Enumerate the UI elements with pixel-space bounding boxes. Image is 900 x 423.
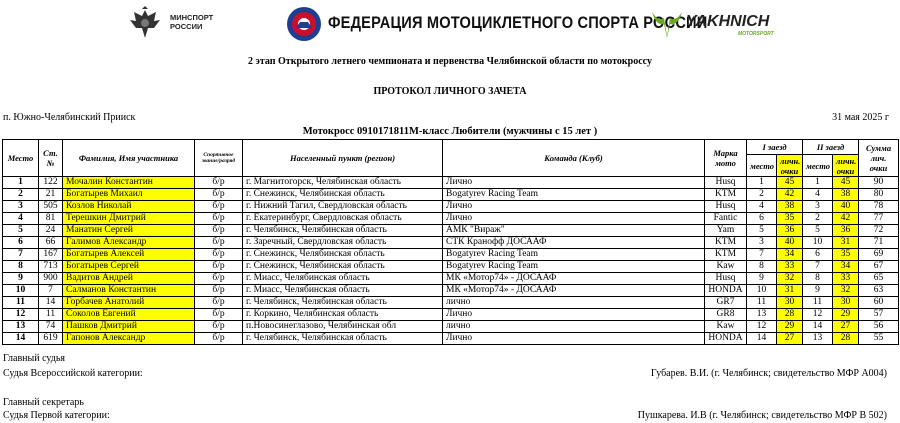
race1-pos-cell: 2 (747, 189, 777, 201)
judge-title: Главный судья (3, 353, 66, 364)
place-cell: 9 (3, 273, 39, 285)
number-cell: 11 (39, 309, 63, 321)
race2-points-cell: 45 (833, 177, 859, 189)
table-row (3, 213, 899, 225)
team-cell: Лично (443, 309, 705, 321)
race2-points-cell: 27 (833, 321, 859, 333)
city-cell: г. Заречный, Свердловская область (243, 237, 443, 249)
moto-cell: KTM (705, 189, 747, 201)
team-cell: МК «Мотор74» - ДОСААФ (443, 273, 705, 285)
event-place: п. Южно-Челябинский Прииск (3, 112, 136, 123)
team-cell: лично (443, 297, 705, 309)
city-cell: г. Снежинск, Челябинская область (243, 261, 443, 273)
rank-cell: б/р (195, 177, 243, 189)
header-race1: I заезд (747, 140, 803, 155)
place-cell: 2 (3, 189, 39, 201)
header-sum: Сумма лич. очки (859, 140, 899, 177)
city-cell: г. Снежинск, Челябинская область (243, 249, 443, 261)
number-cell: 900 (39, 273, 63, 285)
race1-pos-cell: 9 (747, 273, 777, 285)
place-cell: 12 (3, 309, 39, 321)
race2-pos-cell: 11 (803, 297, 833, 309)
place-cell: 1 (3, 177, 39, 189)
header-rank: Спортивное звание/разряд (195, 140, 243, 177)
team-cell: Лично (443, 201, 705, 213)
race1-points-cell: 42 (777, 189, 803, 201)
event-date: 31 мая 2025 г (832, 112, 889, 123)
header-race2-pos: место (803, 155, 833, 177)
race1-pos-cell: 8 (747, 261, 777, 273)
moto-cell: Husq (705, 177, 747, 189)
race2-pos-cell: 1 (803, 177, 833, 189)
name-cell: Вадитов Андрей (63, 273, 195, 285)
rank-cell: б/р (195, 285, 243, 297)
russian-eagle-emblem-icon (128, 6, 162, 42)
name-cell: Салманов Константин (63, 285, 195, 297)
place-cell: 3 (3, 201, 39, 213)
place-cell: 14 (3, 333, 39, 345)
rank-cell: б/р (195, 201, 243, 213)
race1-points-cell: 36 (777, 225, 803, 237)
sum-cell: 65 (859, 273, 899, 285)
name-cell: Богатырев Алексей (63, 249, 195, 261)
table-row (3, 189, 899, 201)
race1-pos-cell: 4 (747, 201, 777, 213)
race2-pos-cell: 2 (803, 213, 833, 225)
race2-points-cell: 40 (833, 201, 859, 213)
place-cell: 11 (3, 297, 39, 309)
race2-pos-cell: 5 (803, 225, 833, 237)
moto-cell: KTM (705, 249, 747, 261)
header-place: Место (3, 140, 39, 177)
name-cell: Галимов Александр (63, 237, 195, 249)
federation-logo-icon (286, 6, 322, 42)
rank-cell: б/р (195, 225, 243, 237)
sum-cell: 55 (859, 333, 899, 345)
place-cell: 7 (3, 249, 39, 261)
moto-cell: HONDA (705, 333, 747, 345)
place-cell: 5 (3, 225, 39, 237)
header-race2-pts: личн. очки (833, 155, 859, 177)
rank-cell: б/р (195, 333, 243, 345)
name-cell: Пашков Дмитрий (63, 321, 195, 333)
table-row (3, 249, 899, 261)
name-cell: Манатин Сергей (63, 225, 195, 237)
table-row (3, 237, 899, 249)
table-row (3, 285, 899, 297)
team-cell: Лично (443, 177, 705, 189)
city-cell: г. Екатеринбург, Свердловская область (243, 213, 443, 225)
number-cell: 24 (39, 225, 63, 237)
table-row (3, 225, 899, 237)
race2-pos-cell: 4 (803, 189, 833, 201)
race2-pos-cell: 10 (803, 237, 833, 249)
header-city: Населенный пункт (регион) (243, 140, 443, 177)
moto-cell: GR8 (705, 309, 747, 321)
race1-pos-cell: 10 (747, 285, 777, 297)
sum-cell: 90 (859, 177, 899, 189)
header-team: Команда (Клуб) (443, 140, 705, 177)
number-cell: 713 (39, 261, 63, 273)
city-cell: г. Челябинск, Челябинская область (243, 225, 443, 237)
number-cell: 619 (39, 333, 63, 345)
rank-cell: б/р (195, 273, 243, 285)
header-num: Ст. № (39, 140, 63, 177)
sum-cell: 60 (859, 297, 899, 309)
rank-cell: б/р (195, 237, 243, 249)
city-cell: г. Миасс, Челябинская область (243, 285, 443, 297)
header-name: Фамилия, Имя участника (63, 140, 195, 177)
number-cell: 167 (39, 249, 63, 261)
race1-points-cell: 27 (777, 333, 803, 345)
moto-cell: KTM (705, 237, 747, 249)
federation-title: ФЕДЕРАЦИЯ МОТОЦИКЛЕТНОГО СПОРТА РОССИИ (328, 13, 708, 32)
race1-points-cell: 35 (777, 213, 803, 225)
place-cell: 6 (3, 237, 39, 249)
team-cell: Bogatyrev Racing Team (443, 261, 705, 273)
race1-points-cell: 28 (777, 309, 803, 321)
number-cell: 505 (39, 201, 63, 213)
number-cell: 7 (39, 285, 63, 297)
name-cell: Богатырев Сергей (63, 261, 195, 273)
rank-cell: б/р (195, 309, 243, 321)
yakhnich-bull-logo-icon (650, 8, 684, 40)
header-race2: II заезд (803, 140, 859, 155)
moto-cell: HONDA (705, 285, 747, 297)
event-title: 2 этап Открытого летнего чемпионата и первенства Челябинской области по мотокроссу (248, 56, 652, 67)
race1-points-cell: 32 (777, 273, 803, 285)
moto-cell: Husq (705, 201, 747, 213)
place-cell: 13 (3, 321, 39, 333)
race2-points-cell: 31 (833, 237, 859, 249)
judge-name: Губарев. В.И. (г. Челябинск; свидетельство МФР А004) (650, 368, 887, 379)
sum-cell: 57 (859, 309, 899, 321)
race2-points-cell: 34 (833, 261, 859, 273)
moto-cell: Yam (705, 225, 747, 237)
name-cell: Соколов Евгений (63, 309, 195, 321)
secretary-name: Пушкарева. И.В (г. Челябинск; свидетельство МФР В 502) (637, 410, 887, 421)
minsport-logo-text (170, 13, 213, 31)
race2-pos-cell: 13 (803, 333, 833, 345)
judge-category: Судья Всероссийской категории: (3, 368, 143, 379)
race2-points-cell: 42 (833, 213, 859, 225)
rank-cell: б/р (195, 189, 243, 201)
class-title: Мотокросс 0910171811М-класс Любители (мужчины с 15 лет ) (302, 126, 598, 137)
race2-pos-cell: 12 (803, 309, 833, 321)
race1-pos-cell: 1 (747, 177, 777, 189)
race1-pos-cell: 3 (747, 237, 777, 249)
name-cell: Терешкин Дмитрий (63, 213, 195, 225)
number-cell: 66 (39, 237, 63, 249)
city-cell: г. Челябинск, Челябинская область (243, 297, 443, 309)
team-cell: Bogatyrev Racing Team (443, 249, 705, 261)
yakhnich-sub: MOTORSPORT (738, 31, 774, 37)
city-cell: п.Новосинеглазово, Челябинская обл (243, 321, 443, 333)
rank-cell: б/р (195, 249, 243, 261)
race2-pos-cell: 7 (803, 261, 833, 273)
minsport-line1: МИНСПОРТ (170, 13, 214, 22)
city-cell: г. Нижний Тагил, Свердловская область (243, 201, 443, 213)
race1-points-cell: 45 (777, 177, 803, 189)
table-row (3, 261, 899, 273)
name-cell: Козлов Николай (63, 201, 195, 213)
table-row (3, 177, 899, 189)
race1-points-cell: 33 (777, 261, 803, 273)
sum-cell: 63 (859, 285, 899, 297)
race2-pos-cell: 3 (803, 201, 833, 213)
place-cell: 4 (3, 213, 39, 225)
number-cell: 21 (39, 189, 63, 201)
race2-points-cell: 32 (833, 285, 859, 297)
table-row (3, 333, 899, 345)
name-cell: Богатырев Михаил (63, 189, 195, 201)
logo-bar (0, 4, 900, 44)
race2-points-cell: 28 (833, 333, 859, 345)
minsport-line2: РОССИИ (170, 22, 203, 31)
race1-pos-cell: 5 (747, 225, 777, 237)
race1-points-cell: 34 (777, 249, 803, 261)
rank-cell: б/р (195, 321, 243, 333)
race1-points-cell: 31 (777, 285, 803, 297)
race2-points-cell: 36 (833, 225, 859, 237)
sum-cell: 72 (859, 225, 899, 237)
table-row (3, 309, 899, 321)
table-row (3, 201, 899, 213)
secretary-title: Главный секретарь (3, 397, 84, 408)
header-moto: Марка мото (705, 140, 747, 177)
team-cell: СТК Кранофф ДОСААФ (443, 237, 705, 249)
race2-pos-cell: 14 (803, 321, 833, 333)
city-cell: г. Снежинск, Челябинская область (243, 189, 443, 201)
number-cell: 81 (39, 213, 63, 225)
sum-cell: 78 (859, 201, 899, 213)
race1-points-cell: 30 (777, 297, 803, 309)
table-row (3, 273, 899, 285)
city-cell: г. Магнитогорск, Челябинская область (243, 177, 443, 189)
table-row (3, 297, 899, 309)
race2-points-cell: 33 (833, 273, 859, 285)
race1-points-cell: 40 (777, 237, 803, 249)
race1-points-cell: 29 (777, 321, 803, 333)
rank-cell: б/р (195, 213, 243, 225)
race2-pos-cell: 9 (803, 285, 833, 297)
place-cell: 8 (3, 261, 39, 273)
sum-cell: 77 (859, 213, 899, 225)
moto-cell: GR7 (705, 297, 747, 309)
sum-cell: 80 (859, 189, 899, 201)
yakhnich-brand: YAKHNICH (686, 13, 770, 30)
race1-pos-cell: 7 (747, 249, 777, 261)
moto-cell: Fantic (705, 213, 747, 225)
race1-pos-cell: 12 (747, 321, 777, 333)
protocol-title: ПРОТОКОЛ ЛИЧНОГО ЗАЧЕТА (373, 86, 527, 97)
race1-pos-cell: 11 (747, 297, 777, 309)
race1-pos-cell: 6 (747, 213, 777, 225)
race1-pos-cell: 14 (747, 333, 777, 345)
team-cell: МК «Мотор74» - ДОСААФ (443, 285, 705, 297)
name-cell: Мочалин Константин (63, 177, 195, 189)
name-cell: Горбачев Анатолий (63, 297, 195, 309)
race2-pos-cell: 6 (803, 249, 833, 261)
race2-pos-cell: 8 (803, 273, 833, 285)
sum-cell: 67 (859, 261, 899, 273)
sum-cell: 71 (859, 237, 899, 249)
number-cell: 122 (39, 177, 63, 189)
number-cell: 14 (39, 297, 63, 309)
secretary-category: Судья Первой категории: (3, 410, 110, 421)
team-cell: АМК "Вираж" (443, 225, 705, 237)
sum-cell: 56 (859, 321, 899, 333)
results-table (2, 139, 899, 345)
city-cell: г. Челябинск, Челябинская область (243, 333, 443, 345)
moto-cell: Kaw (705, 261, 747, 273)
team-cell: Лично (443, 333, 705, 345)
race2-points-cell: 38 (833, 189, 859, 201)
city-cell: г. Миасс, Челябинская область (243, 273, 443, 285)
city-cell: г. Коркино, Челябинская область (243, 309, 443, 321)
table-row (3, 321, 899, 333)
moto-cell: Kaw (705, 321, 747, 333)
sum-cell: 69 (859, 249, 899, 261)
rank-cell: б/р (195, 261, 243, 273)
race1-points-cell: 38 (777, 201, 803, 213)
header-race1-pos: место (747, 155, 777, 177)
race2-points-cell: 29 (833, 309, 859, 321)
rank-cell: б/р (195, 297, 243, 309)
number-cell: 74 (39, 321, 63, 333)
team-cell: Bogatyrev Racing Team (443, 189, 705, 201)
team-cell: лично (443, 321, 705, 333)
header-race1-pts: личн. очки (777, 155, 803, 177)
moto-cell: Husq (705, 273, 747, 285)
race1-pos-cell: 13 (747, 309, 777, 321)
place-cell: 10 (3, 285, 39, 297)
team-cell: Лично (443, 213, 705, 225)
race2-points-cell: 35 (833, 249, 859, 261)
name-cell: Гапонов Александр (63, 333, 195, 345)
race2-points-cell: 30 (833, 297, 859, 309)
